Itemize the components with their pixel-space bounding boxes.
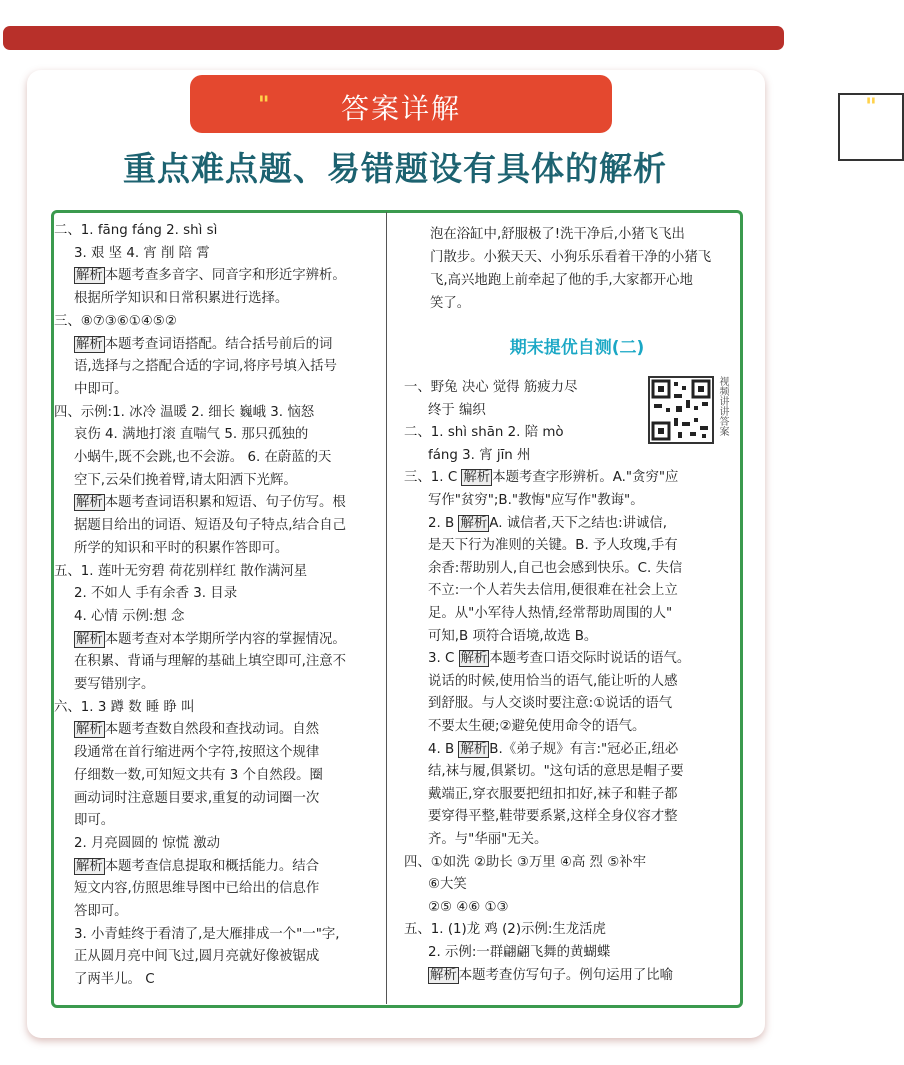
answer-line: 四、示例:1. 冰冷 温暖 2. 细长 巍峨 3. 恼怒: [54, 404, 315, 420]
answer-line: 一、野兔 决心 觉得 筋疲力尽: [404, 380, 578, 395]
answer-line: 不立:一个人若失去信用,便很难在社会上立: [428, 583, 678, 599]
section-title: 期末提优自测(二): [509, 338, 645, 358]
answer-line: 飞,高兴地跑上前牵起了他的手,大家都开心地: [430, 273, 693, 288]
answer-line: 足。从"小军待人热情,经常帮助周围的人": [428, 606, 673, 621]
answer-line: 齐。与"华丽"无关。: [428, 832, 548, 847]
answer-line: ②⑤ ④⑥ ①③: [428, 899, 509, 915]
header-badge: [190, 75, 877, 133]
answer-line: 终于 编织: [428, 402, 486, 418]
answer-line: 段通常在首行缩进两个字符,按照这个规律: [74, 745, 320, 761]
answer-line: 中即可。: [74, 381, 128, 397]
answer-line: 正从圆月亮中间飞过,圆月亮就好像被锯成: [74, 949, 320, 965]
answer-line: 短文内容,仿照思维导图中已给出的信息作: [74, 881, 320, 897]
answer-line: 即可。: [74, 813, 115, 829]
answer-line: 解析 本题考查词语积累和短语、句子仿写。根: [76, 495, 346, 511]
answer-line: 笑了。: [430, 296, 471, 311]
answer-line: 3. C 解析 本题考查口语交际时说话的语气。: [428, 651, 691, 667]
answer-line: 门散步。小猴天天、小狗乐乐看着干净的小猪飞: [430, 250, 712, 265]
answer-line: 2. 月亮圆圆的 惊慌 激动: [74, 835, 221, 851]
answer-line: 据题目给出的词语、短语及句子特点,结合自己: [74, 518, 347, 534]
answer-line: 戴端正,穿衣服要把纽扣扣好,袜子和鞋子都: [428, 786, 678, 802]
answer-line: 解析 本题考查对本学期所学内容的掌握情况。: [76, 631, 346, 647]
answer-line: fáng 3. 宵 jīn 州: [428, 447, 531, 463]
answer-line: 六、1. 3 蹲 数 睡 睁 叫: [54, 699, 195, 715]
answer-line: 二、1. fāng fáng 2. shì sì: [54, 223, 218, 238]
answer-line: 4. 心情 示例:想 念: [74, 608, 185, 624]
answer-line: 解析 本题考查数自然段和查找动词。自然: [76, 722, 320, 738]
answer-line: 解析 本题考查词语搭配。结合括号前后的词: [76, 336, 333, 352]
answer-line: 解析 本题考查仿写句子。例句运用了比喻: [430, 967, 674, 983]
answer-line: 画动词时注意题目要求,重复的动词圈一次: [74, 790, 320, 806]
answer-line: 了两半儿。 C: [74, 972, 155, 988]
answer-line: 2. B 解析 A. 诚信者,天下之结也:讲诚信,: [428, 515, 668, 531]
column-divider: [386, 212, 387, 1004]
answer-line: 解析 本题考查信息提取和概括能力。结合: [76, 858, 320, 874]
answer-line: 可知,B 项符合语境,故选 B。: [428, 628, 598, 644]
answer-line: 四、①如洗 ②助长 ③万里 ④高 烈 ⑤补牢: [404, 854, 646, 870]
qr-code[interactable]: [648, 376, 714, 444]
answer-line: 根据所学知识和日常积累进行选择。: [74, 291, 289, 307]
answer-panel: [51, 210, 743, 1008]
answer-line: 哀伤 4. 满地打滚 直喘气 5. 那只孤独的: [74, 427, 309, 443]
answer-line: 写作"贫穷";B."教悔"应写作"教诲"。: [428, 493, 644, 508]
answer-line: 泡在浴缸中,舒服极了!洗干净后,小猪飞飞出: [430, 227, 685, 242]
answer-line: 三、⑧⑦③⑥①④⑤②: [54, 313, 177, 329]
answer-line: 4. B 解析 B.《弟子规》有言:"冠必正,纽必: [428, 741, 679, 757]
answer-line: 余香:帮助别人,自己也会感到快乐。C. 失信: [428, 560, 683, 576]
page-subtitle: 重点难点题、易错题设有具体的解析: [123, 149, 667, 188]
answer-line: 3. 小青蛙终于看清了,是大雁排成一个"一"字,: [74, 926, 340, 942]
answer-line: 五、1. 莲叶无穷碧 荷花别样红 散作满河星: [54, 563, 308, 579]
quote-mark-right: ": [838, 93, 904, 161]
top-banner-bar: [3, 26, 784, 50]
answer-line: 空下,云朵们挽着臂,请太阳洒下光辉。: [74, 472, 297, 488]
answer-line: 答即可。: [74, 904, 128, 919]
answer-line: 所学的知识和平时的积累作答即可。: [74, 540, 289, 556]
answer-line: 在积累、背诵与理解的基础上填空即可,注意不: [74, 654, 347, 670]
badge-title: 答案详解: [340, 92, 461, 125]
answer-line: 二、1. shì shān 2. 陪 mò: [404, 425, 564, 441]
answer-line: 五、1. (1)龙 鸡 (2)示例:生龙活虎: [404, 922, 606, 938]
answer-line: 不要太生硬;②避免使用命令的语气。: [428, 719, 646, 734]
answer-line: 2. 不如人 手有余香 3. 目录: [74, 586, 238, 602]
answer-line: 2. 示例:一群翩翩飞舞的黄蝴蝶: [428, 945, 611, 960]
answer-line: 结,袜与履,俱紧切。"这句话的意思是帽子要: [428, 764, 684, 780]
qr-code-label: 视频讲讲答案: [717, 376, 728, 436]
answer-line: ⑥大笑: [428, 877, 467, 893]
answer-line: 要写错别字。: [74, 677, 155, 692]
answer-line: 是天下行为准则的关键。B. 予人玫瑰,手有: [428, 538, 678, 554]
answer-line: 小蜗牛,既不会跳,也不会游。 6. 在蔚蓝的天: [74, 450, 332, 465]
answer-line: 语,选择与之搭配合适的字词,将序号填入括号: [74, 359, 337, 375]
answer-line: 三、1. C 解析 本题考查字形辨析。A."贪穷"应: [404, 470, 679, 486]
answer-line: 到舒服。与人交谈时要注意:①说话的语气: [428, 696, 673, 712]
answer-line: 解析 本题考查多音字、同音字和形近字辨析。: [76, 268, 346, 284]
answer-line: 3. 艰 坚 4. 宵 削 陪 霄: [74, 245, 210, 261]
answer-line: 说话的时候,使用恰当的语气,能让听的人感: [428, 673, 678, 689]
quote-mark-left: ": [258, 93, 270, 118]
answer-line: 仔细数一数,可知短文共有 3 个自然段。圈: [74, 767, 323, 783]
answer-line: 要穿得平整,鞋带要系紧,这样全身仪容才整: [428, 809, 678, 825]
